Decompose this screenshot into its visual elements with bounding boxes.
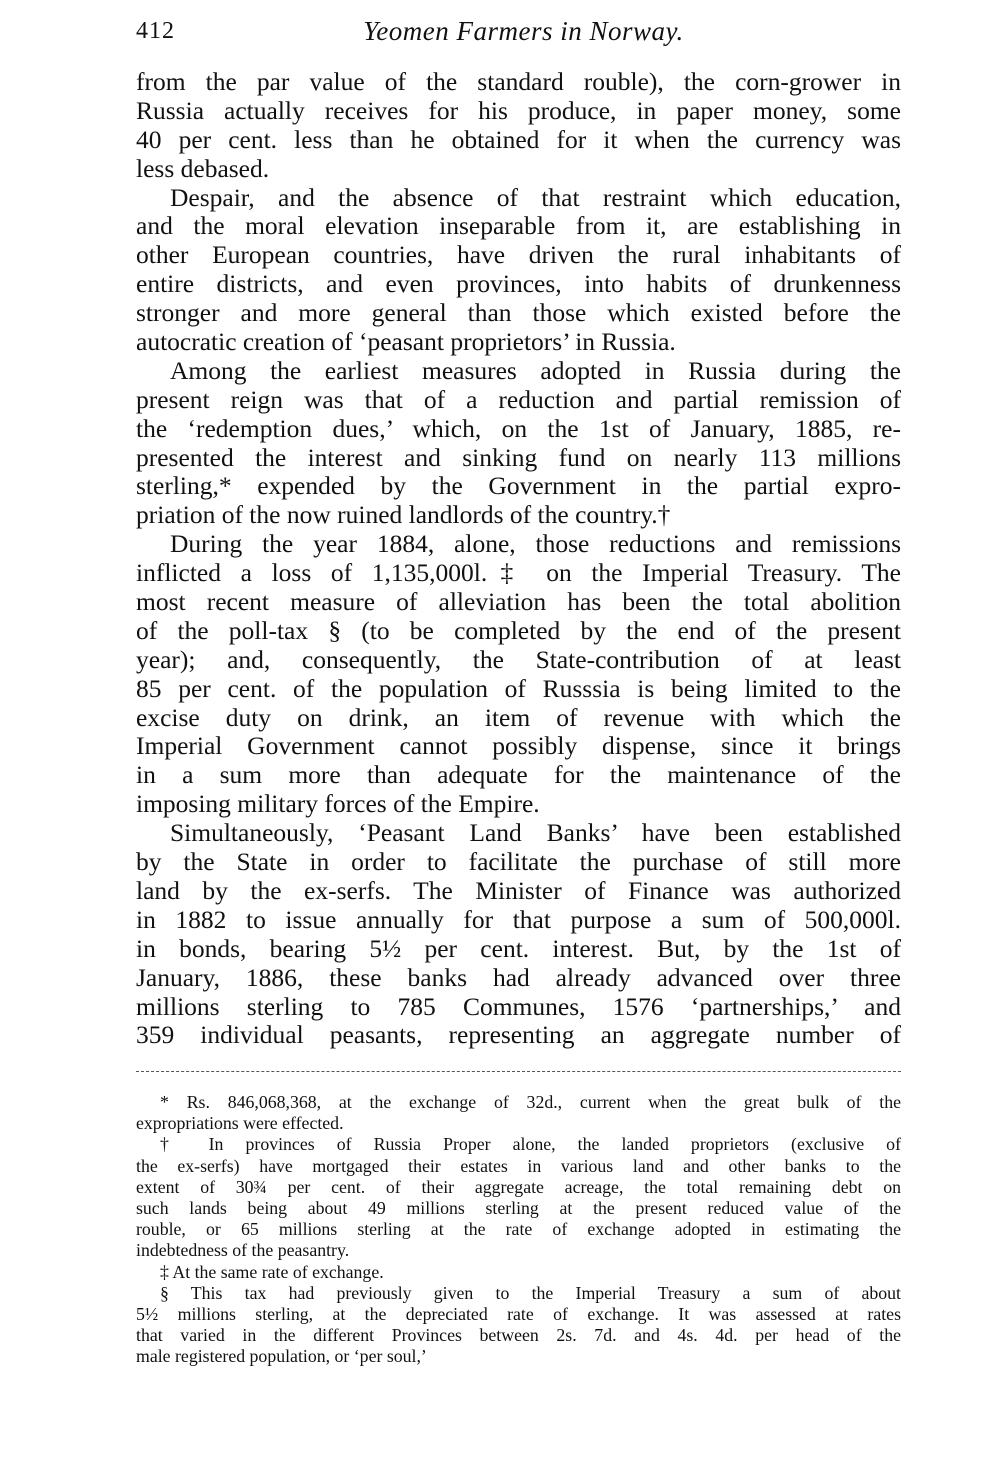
body-line: Russia actually receives for his produce, in paper money, some — [136, 95, 901, 125]
footnote-line: such lands being about 49 millions sterling at the present reduced value of the — [136, 1197, 901, 1218]
body-line: imposing military forces of the Empire. — [136, 789, 540, 819]
body-line: of the poll-tax § (to be completed by the end of the present — [136, 615, 901, 645]
body-line: in bonds, bearing 5½ per cent. interest. But, by the 1st of — [136, 933, 901, 963]
body-line: Despair, and the absence of that restraint which education, — [170, 182, 901, 212]
body-line: most recent measure of alleviation has been the total abolition — [136, 587, 901, 617]
body-line: January, 1886, these banks had already advanced over three — [136, 962, 901, 992]
footnote-line: male registered population, or ‘per soul,’ — [136, 1346, 427, 1367]
running-title: Yeomen Farmers in Norway. — [363, 16, 684, 46]
body-line: millions sterling to 785 Communes, 1576 ‘partnerships,’ and — [136, 991, 901, 1021]
body-line: Imperial Government cannot possibly dispense, since it brings — [136, 731, 901, 761]
body-line: 40 per cent. less than he obtained for it when the currency was — [136, 124, 901, 154]
body-line: presented the interest and sinking fund on nearly 113 millions — [136, 442, 901, 472]
footnote-line: that varied in the different Provinces between 2s. 7d. and 4s. 4d. per head of the — [136, 1325, 901, 1346]
footnote-line: rouble, or 65 millions sterling at the rate of exchange adopted in estimating the — [136, 1219, 901, 1240]
footnote-line: the ex-serfs) have mortgaged their estates in various land and other banks to the — [136, 1155, 901, 1176]
footnote-line: 5½ millions sterling, at the depreciated rate of exchange. It was assessed at rates — [136, 1303, 901, 1324]
footnote-line: ‡ At the same rate of exchange. — [160, 1261, 384, 1282]
body-line: autocratic creation of ‘peasant proprietors’ in Russia. — [136, 327, 676, 357]
footnote-line: * Rs. 846,068,368, at the exchange of 32d., current when the great bulk of the — [160, 1092, 901, 1112]
body-line: 359 individual peasants, representing an aggregate number of — [136, 1020, 901, 1050]
footnotes — [136, 1092, 901, 1367]
footnote-line: expropriations were effected. — [136, 1113, 344, 1134]
body-line: in 1882 to issue annually for that purpose a sum of 500,000l. — [136, 904, 901, 934]
body-line: sterling,* expended by the Government in the partial expro- — [136, 471, 901, 501]
body-line: by the State in order to facilitate the purchase of still more — [136, 847, 901, 877]
body-line: less debased. — [136, 153, 270, 183]
body-line: other European countries, have driven the rural inhabitants of — [136, 240, 901, 270]
body-line: year); and, consequently, the State-contribution of at least — [136, 644, 901, 674]
body-line: During the year 1884, alone, those reductions and remissions — [170, 529, 901, 559]
footnote-line: indebtedness of the peasantry. — [136, 1240, 350, 1261]
page-number: 412 — [136, 18, 175, 44]
body-text — [136, 68, 901, 1050]
body-line: from the par value of the standard rouble), the corn-grower in — [136, 67, 901, 96]
body-line: present reign was that of a reduction and partial remission of — [136, 384, 901, 414]
body-line: Among the earliest measures adopted in Russia during the — [170, 355, 901, 385]
running-head — [136, 14, 901, 48]
footnote-line: † In provinces of Russia Proper alone, the landed proprietors (exclusive of — [160, 1134, 901, 1155]
body-line: Simultaneously, ‘Peasant Land Banks’ have been established — [170, 818, 901, 848]
footnote-separator — [136, 1071, 901, 1072]
body-line: the ‘redemption dues,’ which, on the 1st of January, 1885, re- — [136, 413, 901, 443]
body-line: in a sum more than adequate for the maintenance of the — [136, 760, 901, 790]
body-line: stronger and more general than those which existed before the — [136, 298, 901, 328]
footnote-line: extent of 30¾ per cent. of their aggregate acreage, the total remaining debt on — [136, 1176, 901, 1197]
body-line: land by the ex-serfs. The Minister of Finance was authorized — [136, 875, 901, 905]
body-line: entire districts, and even provinces, into habits of drunkenness — [136, 269, 901, 299]
body-line: priation of the now ruined landlords of the country.† — [136, 500, 671, 530]
body-line: 85 per cent. of the population of Russsia is being limited to the — [136, 673, 901, 703]
body-line: inflicted a loss of 1,135,000l.‡ on the Imperial Treasury. The — [136, 558, 901, 588]
footnote-line: § This tax had previously given to the Imperial Treasury a sum of about — [160, 1282, 901, 1303]
body-line: excise duty on drink, an item of revenue with which the — [136, 702, 901, 732]
body-line: and the moral elevation inseparable from it, are establishing in — [136, 211, 901, 241]
